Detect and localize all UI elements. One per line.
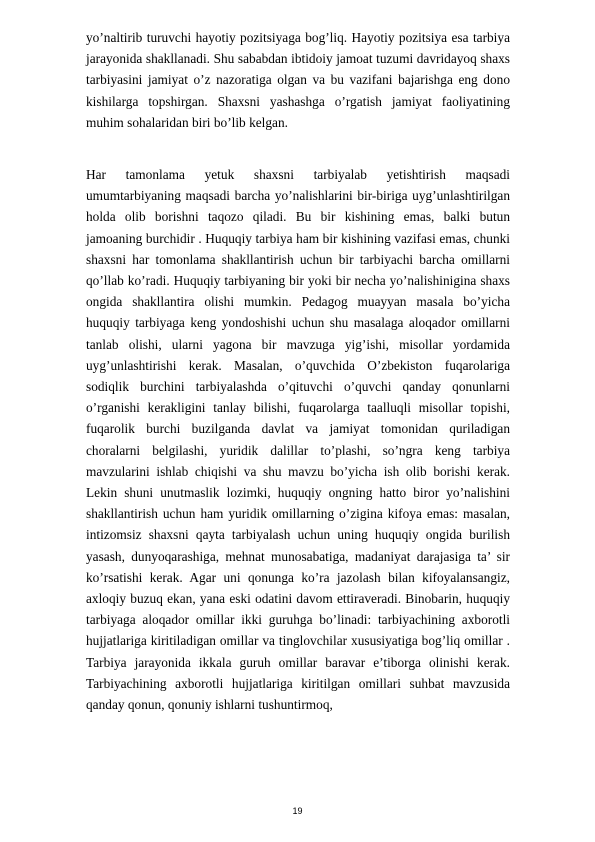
page-number: 19 (292, 806, 303, 816)
paragraph-1: yo’naltirib turuvchi hayotiy pozitsiyaga bog’liq. Hayotiy pozitsiya esa tarbiya jarayonida shakllanadi. Shu sababdan ibtidoiy jamoat tuzumi davridayoq shaxs tarbiyasini jamiyat o’z nazoratiga olgan va bu vazifani bajarishga eng dono kishilarga topshirgan. Shaxsni yashashga o’rgatish jamiyat faoliyatining muhim sohalaridan biri bo’lib kelgan. (86, 30, 510, 130)
paragraph-2: Har tamonlama yetuk shaxsni tarbiyalab yetishtirish maqsadi umumtarbiyaning maqsadi barcha yo’nalishlarini bir-biriga uyg’unlashtirilgan holda olib borishni taqozo qiladi. Bu bir kishining emas, balki butun jamoaning burchidir . Huquqiy tarbiya ham bir kishining vazifasi emas, chunki shaxsni har tomonlama shakllantirish uchun bir tarbiyachi barcha omillarni qo’llab ko’radi. Huquqiy tarbiyaning bir yoki bir necha yo’nalishinigina shaxs ongida shakllantira olishi mumkin. Pedagog muayyan masala bo’yicha huquqiy tarbiyaga keng yondoshishi uchun shu masalaga aloqador omillarni tanlab olishi, ularni yagona bir mavzuga yig’ishi, misollar yordamida uyg’unlashtirishi kerak. Masalan, o’quvchida O’zbekiston fuqarolariga sodiqlik burchini tarbiyalashda o’qituvchi o’quvchi qanday qonunlarni o’rganishi kerakligini tanlay bilishi, fuqarolarga taalluqli misollar topishi, fuqarolik burchi buzilganda davlat va jamiyat tomonidan quriladigan choralarni belgilashi, yuridik dalillar to’plashi, so’ngra keng tarbiya mavzularini ishlab chiqishi va shu mavzu bo’yicha ish olib borishi kerak. Lekin shuni unutmaslik lozimki, huquqiy ongning hatto biror yo’nalishini shakllantirish uchun ham yuridik omillarning o’zigina kifoya emas: masalan, intizomsiz shaxsni qayta tarbiyalash uchun uning huquqiy ongida burilish yasash, dunyoqarashiga, mehnat munosabatiga, madaniyat darajasiga ta’ sir ko’rsatishi kerak. Agar uni qonunga ko’ra jazolash bilan kifoyalansangiz, axloqiy buzuq ekan, yana eski odatini davom ettiraveradi. Binobarin, huquqiy tarbiyaga aloqador omillar ikki guruhga bo’linadi: tarbiyachining axborotli hujjatlariga kiritiladigan omillar va tinglovchilar xususiyatiga bog’liq omillar . Tarbiya jarayonida ikkala guruh omillar baravar e’tiborga olinishi kerak. Tarbiyachining axborotli hujjatlariga kiritilgan omillari suhbat mavzusida qanday qonun, qonuniy ishlarni tushuntirmoq, (86, 167, 510, 713)
